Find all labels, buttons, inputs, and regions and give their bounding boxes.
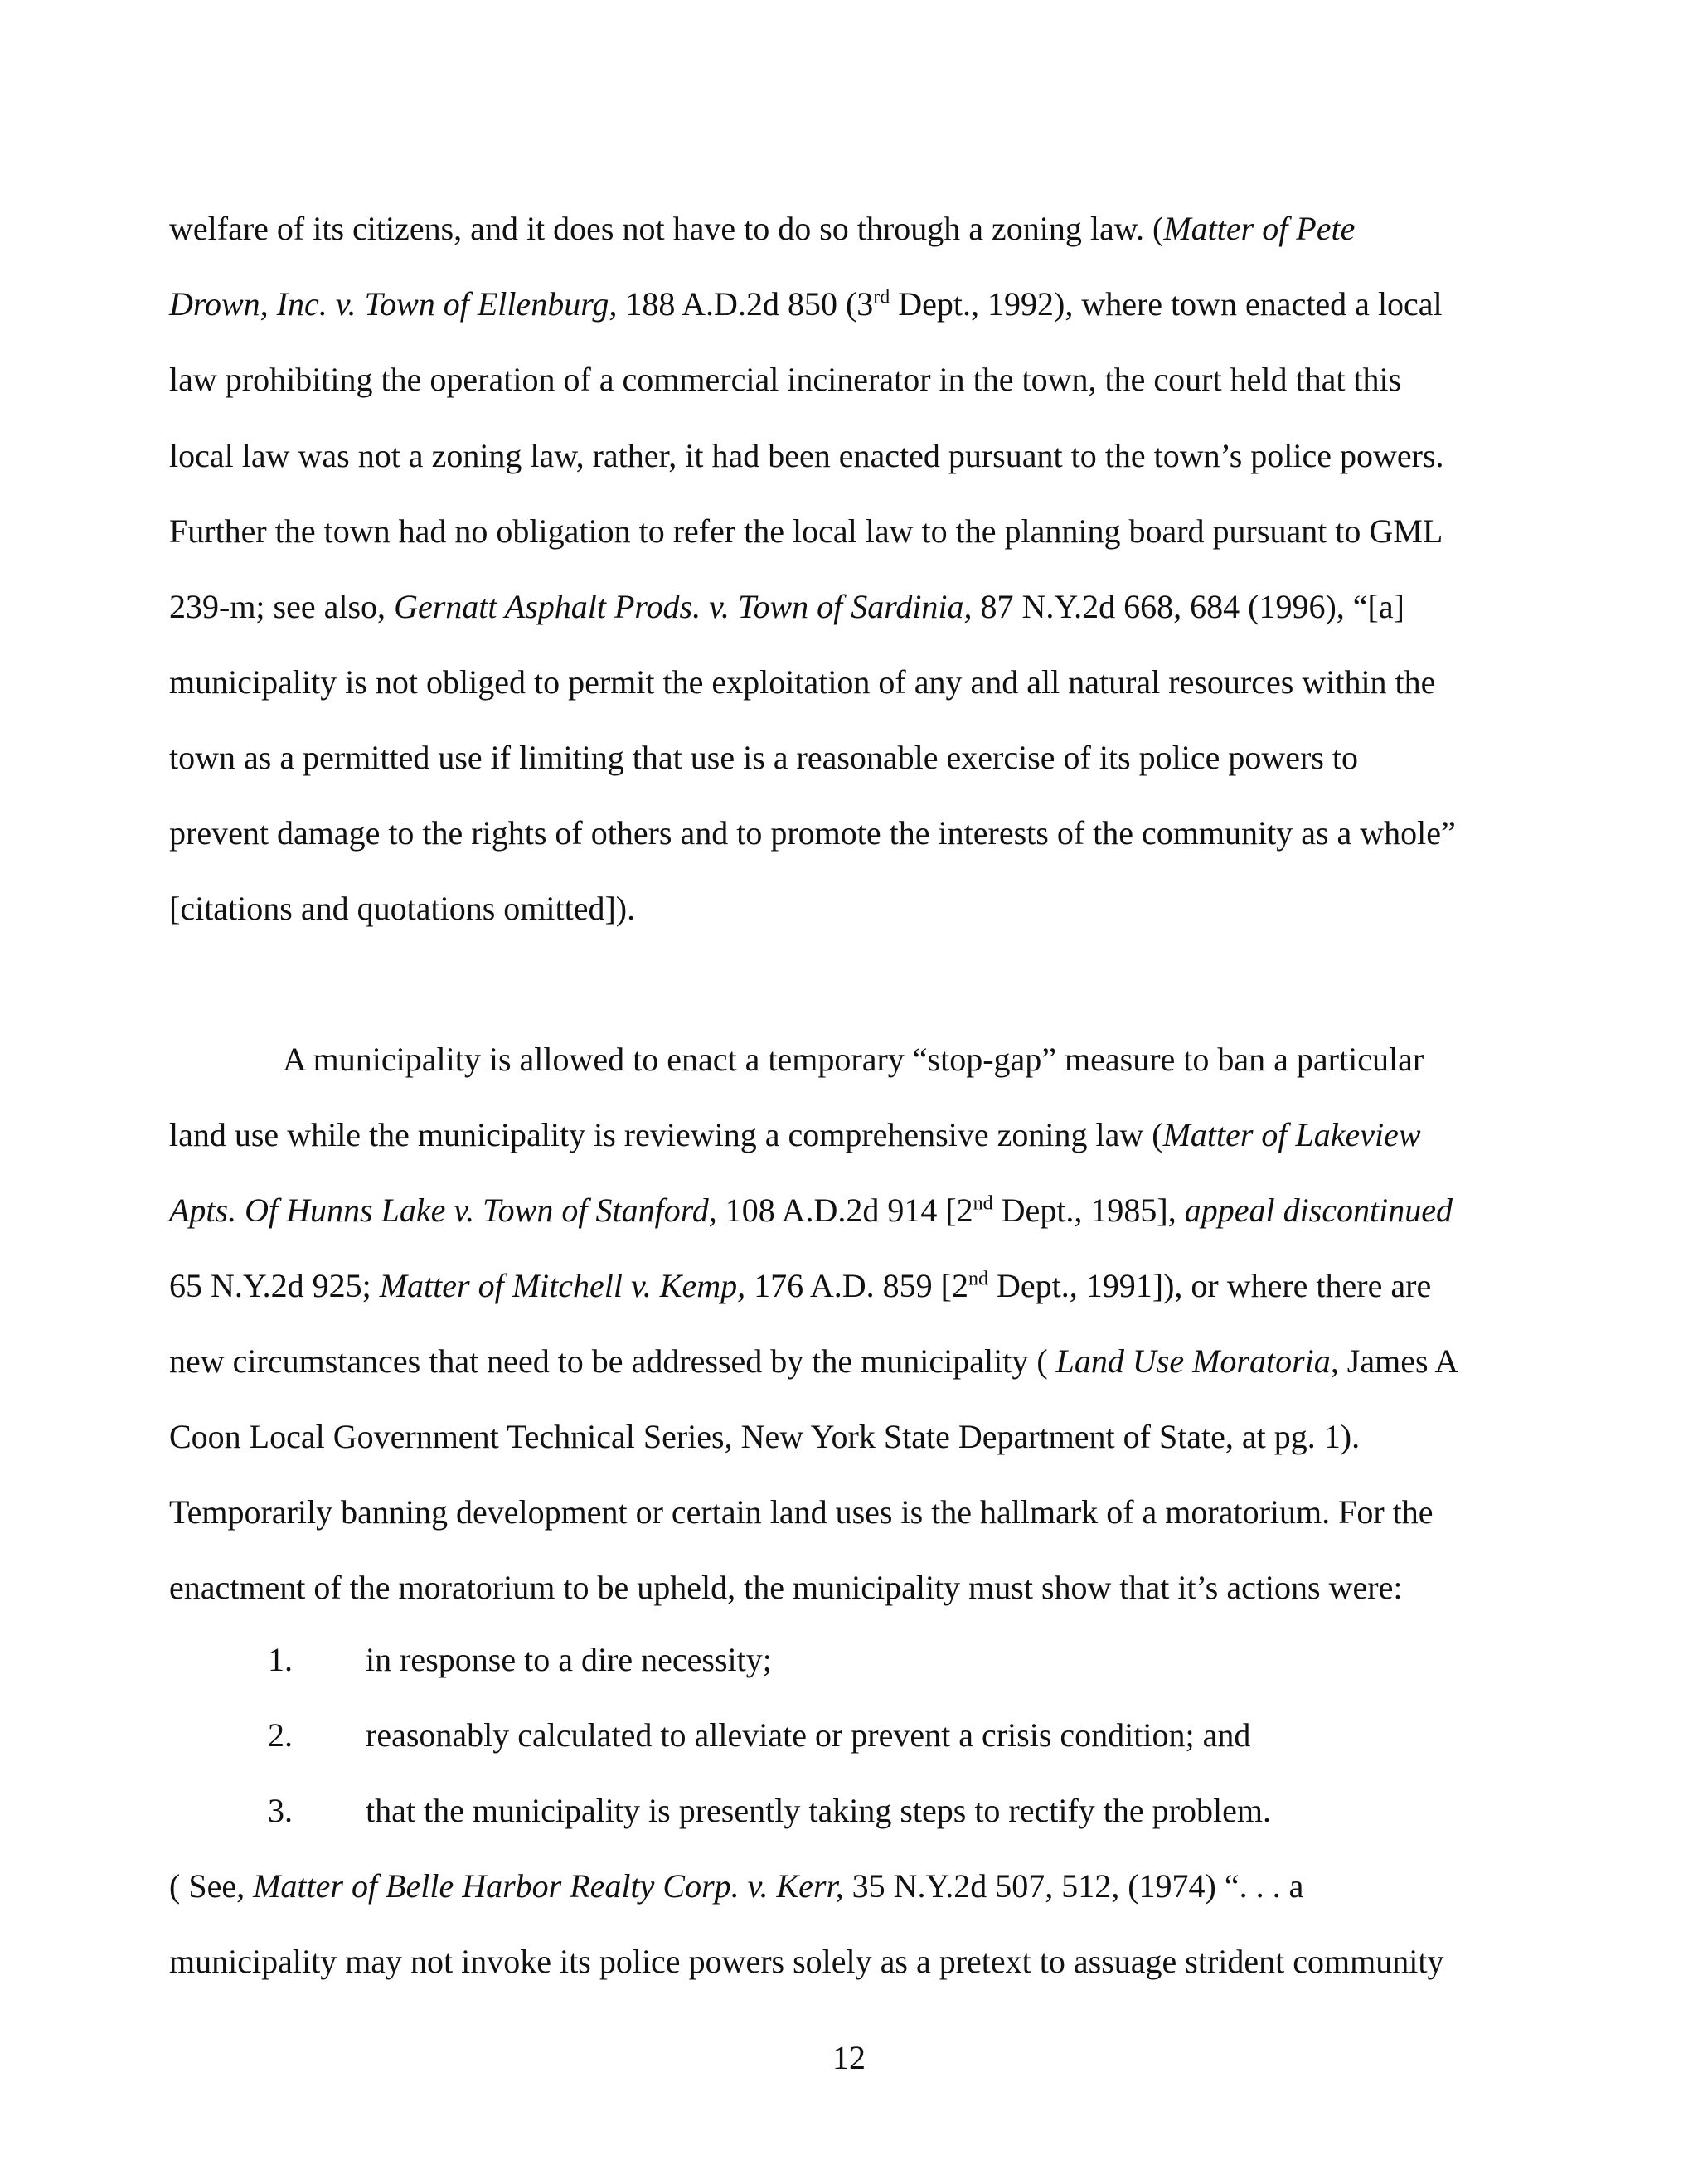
list-item-2-text: reasonably calculated to alleviate or prevent a crisis condition; and bbox=[366, 1716, 1251, 1754]
list-item-1-number: 1. bbox=[268, 1641, 293, 1678]
p2-line-3: Apts. Of Hunns Lake v. Town of Stanford, 108 A.D.2d 914 [2nd Dept., 1985], appeal discontinued bbox=[169, 1191, 1453, 1229]
p3-line-2: municipality may not invoke its police powers solely as a pretext to assuage strident community bbox=[169, 1943, 1444, 1980]
p2-line-6: Coon Local Government Technical Series, New York State Department of State, at pg. 1). bbox=[169, 1418, 1361, 1455]
p1-line-10: [citations and quotations omitted]). bbox=[169, 890, 636, 927]
list-item-1-text: in response to a dire necessity; bbox=[366, 1641, 772, 1678]
list-item-2-number: 2. bbox=[268, 1716, 293, 1754]
p2-line-8: enactment of the moratorium to be upheld, the municipality must show that it’s actions were: bbox=[169, 1569, 1403, 1606]
p2-line-5: new circumstances that need to be addressed by the municipality ( Land Use Moratoria, James A bbox=[169, 1342, 1459, 1380]
p2-line-2: land use while the municipality is reviewing a comprehensive zoning law (Matter of Lakeview bbox=[169, 1116, 1421, 1153]
page-number: 12 bbox=[832, 2039, 866, 2076]
list-item-3-number: 3. bbox=[268, 1792, 293, 1829]
p2-line-7: Temporarily banning development or certain land uses is the hallmark of a moratorium. For the bbox=[169, 1493, 1434, 1531]
p1-line-8: town as a permitted use if limiting that use is a reasonable exercise of its police powers to bbox=[169, 739, 1359, 776]
p1-line-4: local law was not a zoning law, rather, it had been enacted pursuant to the town’s police powers. bbox=[169, 437, 1444, 474]
p1-line-6: 239-m; see also, Gernatt Asphalt Prods. v. Town of Sardinia, 87 N.Y.2d 668, 684 (1996), “[a] bbox=[169, 588, 1404, 625]
p1-line-3: law prohibiting the operation of a commercial incinerator in the town, the court held that this bbox=[169, 361, 1402, 398]
p2-line-1: A municipality is allowed to enact a temporary “stop-gap” measure to ban a particular bbox=[283, 1041, 1424, 1078]
p1-line-9: prevent damage to the rights of others and to promote the interests of the community as a whole” bbox=[169, 814, 1456, 852]
p1-line-2: Drown, Inc. v. Town of Ellenburg, 188 A.D.2d 850 (3rd Dept., 1992), where town enacted a local bbox=[169, 285, 1443, 323]
list-item-3-text: that the municipality is presently taking steps to rectify the problem. bbox=[366, 1792, 1271, 1829]
p1-line-7: municipality is not obliged to permit the exploitation of any and all natural resources within the bbox=[169, 663, 1436, 701]
p2-line-4: 65 N.Y.2d 925; Matter of Mitchell v. Kemp, 176 A.D. 859 [2nd Dept., 1991]), or where there are bbox=[169, 1267, 1432, 1304]
p1-line-5: Further the town had no obligation to refer the local law to the planning board pursuant to GML bbox=[169, 512, 1443, 550]
p1-line-1: welfare of its citizens, and it does not have to do so through a zoning law. (Matter of Pete bbox=[169, 210, 1356, 247]
p3-line-1: ( See, Matter of Belle Harbor Realty Corp. v. Kerr, 35 N.Y.2d 507, 512, (1974) “. . . a bbox=[169, 1867, 1304, 1905]
